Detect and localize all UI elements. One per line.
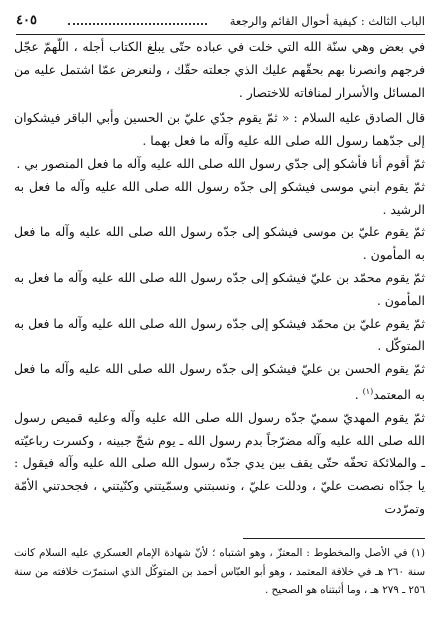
running-header xyxy=(16,10,425,32)
paragraph: ثمّ أقوم أنا فأشكو إلى جدّي رسول الله صلى الله عليه وآله ما فعل المنصور بي . xyxy=(16,155,425,171)
paragraph: ثمّ يقوم ابني موسى فيشكو إلى جدّه رسول الله صلى الله عليه وآله ما فعل به الرشيد . xyxy=(14,178,425,217)
footnote-reference[interactable]: (١) xyxy=(362,386,374,396)
paragraph xyxy=(14,358,425,407)
paragraph: قال الصادق عليه السلام : « ثمّ يقوم جدّي عليّ بن الحسين وأبي الباقر فيشكوان إلى جدّهما رسول الله صلى الله عليه وآله ما فعل بهما . xyxy=(14,110,425,149)
page-number: ٤٠٥ xyxy=(16,13,37,28)
footnotes xyxy=(14,544,425,600)
paragraph-end: . xyxy=(354,387,363,403)
paragraph: ثمّ يقوم المهديّ سميّ جدّه رسول الله صلى الله عليه وآله وعليه قميص رسول الله صلى الله عليه وآله مضرّجاً بدم رسول الله ـ يوم شجّ جبينه ، وكسرت رباعيّته ـ والملائكة تحفّه حتّى يقف بين يدي جدّه رسول الله صلى الله عليه وآله فيقول : يا جدّاه نصصت عليّ ، ودللت عليّ ، ونسبتني وسمّيتني وكنّيتني ، فجحدتني الأمّة وتمرّدت xyxy=(14,409,425,517)
paragraph: ثمّ يقوم عليّ بن موسى فيشكو إلى جدّه رسول الله صلى الله عليه وآله ما فعل به المأمون . xyxy=(14,224,425,263)
paragraph: في بعض وهي سنّة الله التي خلت في عباده حتّى يبلغ الكتاب أجله ، اللّهمّ عجّل فرجهم وانصرنا بهم بحقّهم عليك الذي جعلته حقّك ، ولنعرض عمّا اشتمل عليه من المسائل والأسرار لمنافاته للاختصار . xyxy=(14,39,425,100)
footnote-separator xyxy=(243,538,425,539)
chapter-title: الباب الثالث : كيفية أحوال القائم والرجعة xyxy=(229,14,425,28)
footnote-text: (١) في الأصل والمخطوط : المعتزّ ، وهو اشتباه ؛ لأنّ شهادة الإمام العسكري عليه السلام كانت سنة ٢٦٠ هـ في خلافة المعتمد ، وهو أبو العبّاس أحمد بن المتوكّل الذي استمرّت خلافته من سنة ٢٥٦ ـ ٢٧٩ هـ ، وما أثبتناه هو الصحيح . xyxy=(14,547,425,596)
main-text xyxy=(14,36,425,521)
paragraph: ثمّ يقوم عليّ بن محمّد فيشكو إلى جدّه رسول الله صلى الله عليه وآله ما فعل به المتوكّل . xyxy=(14,315,425,354)
paragraph-text: ثمّ يقوم الحسن بن عليّ فيشكو إلى جدّه رسول الله صلى الله عليه وآله ما فعل به المعتمد xyxy=(14,361,425,403)
header-rule xyxy=(16,34,425,35)
header-leader-dots xyxy=(68,23,207,25)
paragraph: ثمّ يقوم محمّد بن عليّ فيشكو إلى جدّه رسول الله صلى الله عليه وآله ما فعل به المأمون . xyxy=(14,269,425,308)
